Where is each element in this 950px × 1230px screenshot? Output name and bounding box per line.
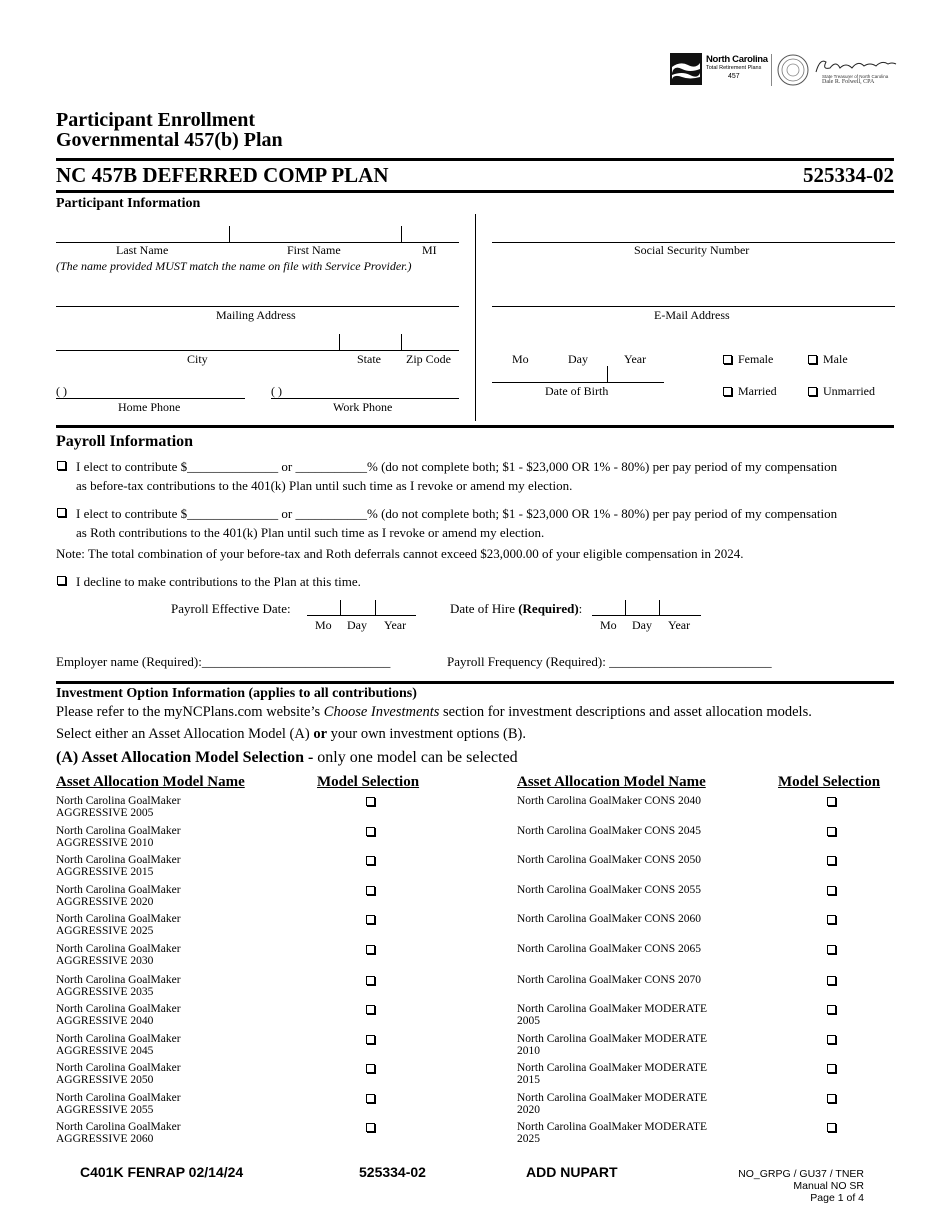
married-checkbox-box[interactable] <box>723 387 732 396</box>
model-name-line1: North Carolina GoalMaker <box>56 884 181 896</box>
right-model-name <box>517 1093 707 1116</box>
model-name-line1: North Carolina GoalMaker CONS 2055 <box>517 884 701 896</box>
model-name-line2: AGGRESSIVE 2060 <box>56 1132 154 1145</box>
model-name-line1: North Carolina GoalMaker <box>56 1003 181 1015</box>
name-note: (The name provided MUST match the name on file with Service Provider.) <box>56 259 412 273</box>
right-model-name <box>517 796 701 808</box>
nc-plans-logo <box>670 53 770 85</box>
model-name-line2: AGGRESSIVE 2020 <box>56 895 154 908</box>
left-model-name <box>56 1004 181 1027</box>
left-model-checkbox[interactable] <box>366 797 375 806</box>
right-col-name-header: Asset Allocation Model Name <box>517 774 706 790</box>
investment-section-title: Investment Option Information (applies to all contributions) <box>56 686 417 701</box>
roth-line2: as Roth contributions to the 401(k) Plan until such time as I revoke or amend my election. <box>76 525 545 540</box>
model-name-line1: North Carolina GoalMaker <box>56 974 181 986</box>
model-name-line1: North Carolina GoalMaker CONS 2065 <box>517 943 701 955</box>
right-model-name <box>517 885 701 897</box>
model-name-line1: North Carolina GoalMaker <box>56 795 181 807</box>
effective-mo-label: Mo <box>315 618 332 632</box>
right-model-checkbox[interactable] <box>827 827 836 836</box>
left-model-name <box>56 1093 181 1116</box>
nc-wave-icon <box>670 53 702 85</box>
model-name-line2: AGGRESSIVE 2055 <box>56 1103 154 1116</box>
footer-ref1: NO_GRPG / GU37 / TNER <box>738 1168 864 1180</box>
model-name-line2: AGGRESSIVE 2025 <box>56 924 154 937</box>
left-model-checkbox[interactable] <box>366 915 375 924</box>
treasurer-caption-2: Dale R. Folwell, CPA <box>822 79 875 85</box>
footer-form-code: C401K FENRAP 02/14/24 <box>80 1164 244 1180</box>
model-name-line2: AGGRESSIVE 2050 <box>56 1073 154 1086</box>
right-model-checkbox[interactable] <box>827 1035 836 1044</box>
model-name-line1: North Carolina GoalMaker MODERATE <box>517 1092 708 1104</box>
model-name-line1: North Carolina GoalMaker MODERATE <box>517 1003 708 1015</box>
hire-date-tick2 <box>659 600 660 615</box>
left-model-name <box>56 796 181 819</box>
model-name-line2: AGGRESSIVE 2040 <box>56 1014 154 1027</box>
dob-mo-label: Mo <box>512 352 529 366</box>
left-model-checkbox[interactable] <box>366 1094 375 1103</box>
left-col-selection-header: Model Selection <box>317 774 420 790</box>
home-phone-label: Home Phone <box>118 400 181 414</box>
right-model-name <box>517 1063 707 1086</box>
unmarried-checkbox[interactable] <box>808 384 875 399</box>
right-model-name <box>517 1004 707 1027</box>
model-name-line2: AGGRESSIVE 2035 <box>56 985 154 998</box>
left-model-name <box>56 1034 181 1057</box>
right-model-name <box>517 914 701 926</box>
participant-rule-bottom <box>56 425 894 428</box>
payroll-rule-bottom <box>56 681 894 684</box>
married-checkbox[interactable] <box>723 384 777 399</box>
model-name-line2: AGGRESSIVE 2010 <box>56 836 154 849</box>
right-model-name <box>517 855 701 867</box>
male-checkbox[interactable] <box>808 352 848 367</box>
effective-date-label: Payroll Effective Date: <box>171 601 291 616</box>
hire-date-colon: : <box>578 601 583 616</box>
model-name-line1: North Carolina GoalMaker CONS 2070 <box>517 974 701 986</box>
mailing-address-line[interactable] <box>56 306 459 307</box>
footer-action: ADD NUPART <box>526 1164 618 1180</box>
unmarried-label: Unmarried <box>823 384 875 398</box>
home-phone-line[interactable] <box>56 398 245 399</box>
left-model-name <box>56 944 181 967</box>
footer-refs <box>738 1168 864 1204</box>
model-name-line2: 2015 <box>517 1073 540 1086</box>
refer-italic: Choose Investments <box>323 704 440 720</box>
footer-page: Page 1 of 4 <box>810 1192 864 1204</box>
work-phone-label: Work Phone <box>333 400 393 414</box>
zip-label: Zip Code <box>406 352 451 366</box>
model-name-line1: North Carolina GoalMaker MODERATE <box>517 1062 708 1074</box>
model-name-line1: North Carolina GoalMaker CONS 2060 <box>517 913 701 925</box>
left-model-checkbox[interactable] <box>366 886 375 895</box>
form-title-line2: Governmental 457(b) Plan <box>56 129 283 151</box>
select-bold: or <box>313 726 327 742</box>
decline-checkbox[interactable] <box>57 576 66 585</box>
right-model-checkbox[interactable] <box>827 1005 836 1014</box>
left-model-name <box>56 914 181 937</box>
model-name-line1: North Carolina GoalMaker MODERATE <box>517 1121 708 1133</box>
effective-date-line[interactable] <box>307 615 416 616</box>
hire-date-required: (Required) <box>518 601 579 616</box>
hire-date-label <box>450 599 582 618</box>
model-name-line1: North Carolina GoalMaker <box>56 854 181 866</box>
effective-date-tick1 <box>340 600 341 615</box>
hire-date-text: Date of Hire <box>450 601 515 616</box>
left-model-checkbox[interactable] <box>366 1123 375 1132</box>
model-name-line1: North Carolina GoalMaker <box>56 943 181 955</box>
form-title <box>56 110 283 150</box>
right-model-checkbox[interactable] <box>827 976 836 985</box>
model-name-line2: AGGRESSIVE 2045 <box>56 1044 154 1057</box>
city-label: City <box>187 352 208 366</box>
right-col-selection-header: Model Selection <box>778 774 881 790</box>
model-name-line2: AGGRESSIVE 2015 <box>56 865 154 878</box>
select-pre: Select either an Asset Allocation Model (A) <box>56 726 314 742</box>
section-a-title-rest: only one model can be selected <box>317 749 518 766</box>
payroll-frequency-field[interactable]: Payroll Frequency (Required): _________________________ <box>447 654 772 669</box>
investment-refer-text <box>56 704 812 721</box>
dob-day-label: Day <box>568 352 588 366</box>
deferral-note: Note: The total combination of your before-tax and Roth deferrals cannot exceed $23,000.00 of your eligible compensation in 2024. <box>56 546 744 561</box>
pretax-line1: I elect to contribute $______________ or ___________% (do not complete both; $1 - $23,000 OR 1% - 80%) per pay period of my compensation <box>76 459 838 474</box>
payroll-section-title: Payroll Information <box>56 433 194 450</box>
select-post: your own investment options (B). <box>327 726 526 742</box>
city-state-zip-line[interactable] <box>56 350 459 351</box>
model-name-line1: North Carolina GoalMaker <box>56 1092 181 1104</box>
left-model-name <box>56 1063 181 1086</box>
email-line[interactable] <box>492 306 895 307</box>
first-name-label: First Name <box>287 243 341 257</box>
plan-name: NC 457B DEFERRED COMP PLAN <box>56 163 389 187</box>
state-label: State <box>357 352 381 366</box>
hire-date-tick1 <box>625 600 626 615</box>
model-name-line1: North Carolina GoalMaker <box>56 1062 181 1074</box>
model-name-line2: 2025 <box>517 1132 540 1145</box>
pretax-line2: as before-tax contributions to the 401(k) Plan until such time as I revoke or amend my election. <box>76 478 573 493</box>
home-phone-area: ( ) <box>56 384 67 398</box>
hire-day-label: Day <box>632 618 652 632</box>
left-model-checkbox[interactable] <box>366 945 375 954</box>
right-model-name <box>517 826 701 838</box>
right-model-name <box>517 1122 707 1145</box>
right-model-checkbox[interactable] <box>827 1064 836 1073</box>
header-rule-bottom <box>56 190 894 193</box>
left-model-checkbox[interactable] <box>366 856 375 865</box>
model-name-line1: North Carolina GoalMaker CONS 2050 <box>517 854 701 866</box>
state-seal-icon <box>777 54 809 86</box>
roth-line1: I elect to contribute $______________ or ___________% (do not complete both; $1 - $23,000 OR 1% - 80%) per pay period of my compensation <box>76 506 838 521</box>
effective-date-tick2 <box>375 600 376 615</box>
female-checkbox-box[interactable] <box>723 355 732 364</box>
left-model-name <box>56 1122 181 1145</box>
hire-date-line[interactable] <box>592 615 701 616</box>
state-tick <box>401 334 402 350</box>
left-model-name <box>56 855 181 878</box>
model-name-line1: North Carolina GoalMaker <box>56 825 181 837</box>
work-phone-area: ( ) <box>271 384 282 398</box>
pretax-checkbox[interactable] <box>57 461 66 470</box>
treasurer-signature-icon <box>812 56 898 76</box>
mailing-address-label: Mailing Address <box>216 308 296 322</box>
right-model-checkbox[interactable] <box>827 886 836 895</box>
participant-section-title: Participant Information <box>56 196 201 211</box>
left-model-checkbox[interactable] <box>366 1064 375 1073</box>
refer-pre: Please refer to the myNCPlans.com website’s <box>56 704 324 720</box>
last-name-label: Last Name <box>116 243 169 257</box>
model-name-line1: North Carolina GoalMaker <box>56 1033 181 1045</box>
model-name-line2: AGGRESSIVE 2030 <box>56 954 154 967</box>
model-name-line1: North Carolina GoalMaker <box>56 1121 181 1133</box>
model-name-line1: North Carolina GoalMaker CONS 2040 <box>517 795 701 807</box>
work-phone-line[interactable] <box>271 398 459 399</box>
name-tick-1 <box>229 226 230 242</box>
right-model-name <box>517 1034 707 1057</box>
left-model-checkbox[interactable] <box>366 1005 375 1014</box>
participant-divider <box>475 214 476 421</box>
male-label: Male <box>823 352 848 366</box>
female-label: Female <box>738 352 774 366</box>
refer-post: section for investment descriptions and asset allocation models. <box>439 704 812 720</box>
model-name-line1: North Carolina GoalMaker CONS 2045 <box>517 825 701 837</box>
header-rule-top <box>56 158 894 161</box>
effective-year-label: Year <box>384 618 407 632</box>
model-name-line2: 2005 <box>517 1014 540 1027</box>
model-name-line2: AGGRESSIVE 2005 <box>56 806 154 819</box>
model-name-line2: 2010 <box>517 1044 540 1057</box>
right-model-checkbox[interactable] <box>827 945 836 954</box>
right-model-name <box>517 975 701 987</box>
right-model-checkbox[interactable] <box>827 1123 836 1132</box>
hire-year-label: Year <box>668 618 691 632</box>
footer-ref2: Manual NO SR <box>793 1180 864 1192</box>
email-label: E-Mail Address <box>654 308 730 322</box>
section-a-title-bold: (A) Asset Allocation Model Selection - <box>56 749 318 766</box>
name-tick-2 <box>401 226 402 242</box>
nc-logo-subtitle: Total Retirement Plans <box>706 65 762 71</box>
left-model-name <box>56 826 181 849</box>
left-model-checkbox[interactable] <box>366 827 375 836</box>
left-col-name-header: Asset Allocation Model Name <box>56 774 245 790</box>
hire-mo-label: Mo <box>600 618 617 632</box>
form-title-line1: Participant Enrollment <box>56 109 256 131</box>
dob-line[interactable] <box>492 382 664 383</box>
right-model-checkbox[interactable] <box>827 856 836 865</box>
model-name-line1: North Carolina GoalMaker MODERATE <box>517 1033 708 1045</box>
female-checkbox[interactable] <box>723 352 773 367</box>
right-model-name <box>517 944 701 956</box>
footer-plan-number: 525334-02 <box>359 1164 426 1180</box>
left-model-name <box>56 975 181 998</box>
nc-logo-title: North Carolina <box>706 54 768 65</box>
roth-checkbox[interactable] <box>57 508 66 517</box>
dob-tick <box>607 366 608 382</box>
right-model-checkbox[interactable] <box>827 797 836 806</box>
section-a-title <box>56 749 518 767</box>
treasurer-caption-1: State Treasurer of North Carolina <box>822 74 889 79</box>
right-model-checkbox[interactable] <box>827 915 836 924</box>
left-model-checkbox[interactable] <box>366 976 375 985</box>
model-name-line2: 2020 <box>517 1103 540 1116</box>
nc-logo-code: 457 <box>728 73 740 80</box>
left-model-checkbox[interactable] <box>366 1035 375 1044</box>
dob-year-label: Year <box>624 352 647 366</box>
effective-day-label: Day <box>347 618 367 632</box>
left-model-name <box>56 885 181 908</box>
employer-name-field[interactable]: Employer name (Required):_____________________________ <box>56 654 391 669</box>
city-tick <box>339 334 340 350</box>
decline-label: I decline to make contributions to the Plan at this time. <box>76 574 361 589</box>
plan-number: 525334-02 <box>803 163 894 187</box>
right-model-checkbox[interactable] <box>827 1094 836 1103</box>
model-name-line1: North Carolina GoalMaker <box>56 913 181 925</box>
ssn-label: Social Security Number <box>634 243 750 257</box>
dob-label: Date of Birth <box>545 384 609 398</box>
married-label: Married <box>738 384 777 398</box>
male-checkbox-box[interactable] <box>808 355 817 364</box>
mi-label: MI <box>422 243 437 257</box>
investment-select-text <box>56 726 526 743</box>
logo-divider <box>771 54 772 86</box>
unmarried-checkbox-box[interactable] <box>808 387 817 396</box>
